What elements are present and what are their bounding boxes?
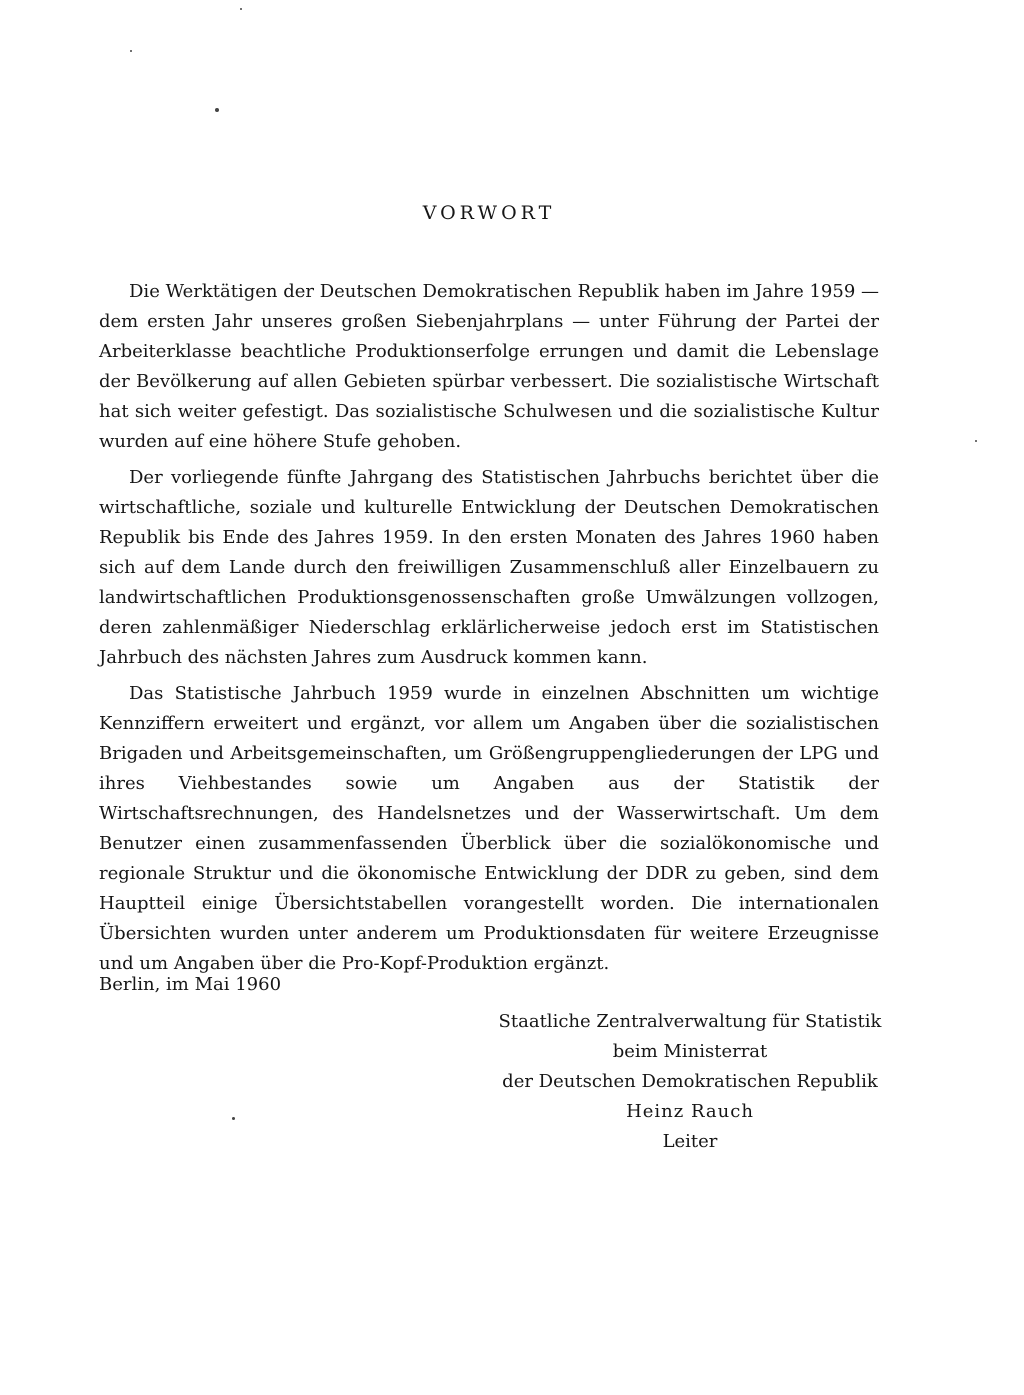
page-title: VORWORT [422, 202, 556, 224]
scan-speck [130, 50, 132, 52]
place-date: Berlin, im Mai 1960 [99, 974, 282, 995]
signature-block [490, 1007, 890, 1157]
scan-speck [240, 8, 242, 10]
signature-org-line-1: Staatliche Zentralverwaltung für Statistik [498, 1011, 882, 1032]
signature-org-line-3: der Deutschen Demokratischen Republik [502, 1071, 878, 1092]
paragraph-1: Die Werktätigen der Deutschen Demokratischen Republik haben im Jahre 1959 — dem ersten Jahr unseres großen Siebenjahrplans — unter Führung der Partei der Arbeiterklasse beachtliche Produktionserfolge errungen und damit die Lebenslage der Bevölkerung auf allen Gebieten spürbar verbessert. Die sozialistische Wirtschaft hat sich weiter gefestigt. Das sozialistische Schulwesen und die sozialistische Kultur wurden auf eine höhere Stufe gehoben. [99, 281, 879, 452]
scan-speck [215, 108, 219, 112]
scan-speck [232, 1117, 235, 1120]
signatory-role: Leiter [662, 1131, 718, 1152]
paragraph-3: Das Statistische Jahrbuch 1959 wurde in einzelnen Abschnitten um wichtige Kennziffern erweitert und ergänzt, vor allem um Angaben über die sozialistischen Brigaden und Arbeitsgemeinschaften, um Größengruppengliederungen der LPG und ihres Viehbestandes sowie um Angaben aus der Statistik der Wirtschaftsrechnungen, des Handelsnetzes und der Wasserwirtschaft. Um dem Benutzer einen zusammenfassenden Überblick über die sozialökonomische und regionale Struktur und die ökonomische Entwicklung der DDR zu geben, sind dem Hauptteil einige Übersichtstabellen vorangestellt worden. Die internationalen Übersichten wurden unter anderem um Produktionsdaten für weitere Erzeugnisse und um Angaben über die Pro-Kopf-Produktion ergänzt. [99, 683, 879, 974]
signature-org-line-2: beim Ministerrat [612, 1041, 768, 1062]
paragraph-2: Der vorliegende fünfte Jahrgang des Statistischen Jahrbuchs berichtet über die wirtschaftliche, soziale und kulturelle Entwicklung der Deutschen Demokratischen Republik bis Ende des Jahres 1959. In den ersten Monaten des Jahres 1960 haben sich auf dem Lande durch den freiwilligen Zusammenschluß aller Einzelbauern zu landwirtschaftlichen Produktionsgenossenschaften große Umwälzungen vollzogen, deren zahlenmäßiger Niederschlag erklärlicherweise jedoch erst im Statistischen Jahrbuch des nächsten Jahres zum Ausdruck kommen kann. [99, 467, 879, 668]
foreword-body [99, 277, 879, 985]
signatory-name: Heinz Rauch [626, 1101, 754, 1122]
scan-speck [975, 440, 977, 442]
